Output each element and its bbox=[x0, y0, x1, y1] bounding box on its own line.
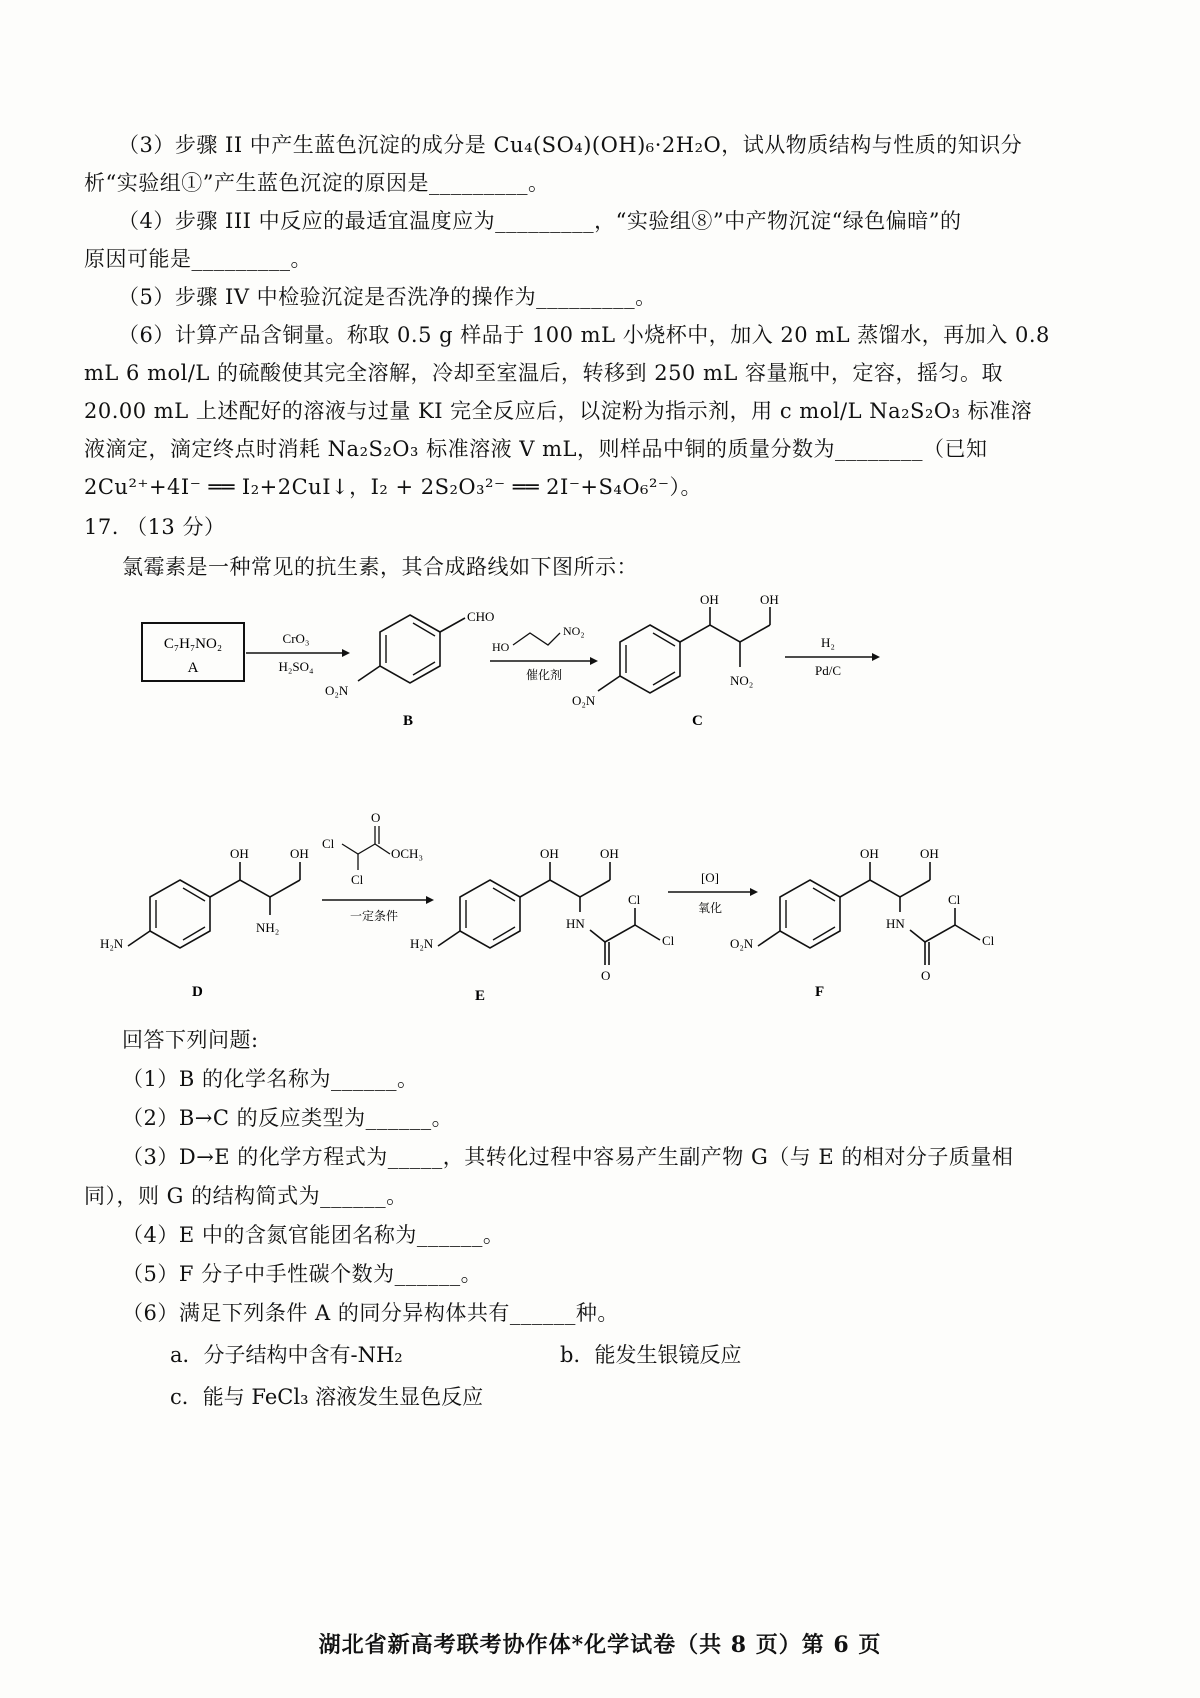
label-f: F bbox=[815, 984, 825, 1000]
reagent-methyl-dichloroacetate bbox=[322, 810, 423, 887]
label-c: C bbox=[692, 713, 703, 729]
e-hn-group: HN bbox=[566, 916, 585, 931]
q16-part5: （5）步骤 IV 中检验沉淀是否洗净的操作为_________。 bbox=[118, 285, 657, 309]
arrow-head-e-to-f bbox=[750, 888, 758, 896]
molecule-f bbox=[730, 846, 995, 983]
molecule-e bbox=[410, 846, 675, 983]
q16-part6-line1: （6）计算产品含铜量。称取 0.5 g 样品于 100 mL 小烧杯中，加入 20 mL 蒸馏水，再加入 0.8 bbox=[118, 323, 1050, 347]
e-oh-2: OH bbox=[600, 846, 619, 861]
condition-a: a．分子结构中含有-NH₂ bbox=[170, 1343, 403, 1367]
arrow-head-d-to-e bbox=[426, 896, 434, 904]
reagent-och3: OCH₃ bbox=[391, 846, 423, 861]
reagent-o: O bbox=[371, 810, 381, 825]
q16-part4-line2: 原因可能是_________。 bbox=[84, 247, 312, 271]
reagent-h2so4: H₂SO₄ bbox=[278, 659, 314, 674]
reagent-h2: H₂ bbox=[821, 635, 835, 650]
q17-question-6: （6）满足下列条件 A 的同分异构体共有______种。 bbox=[122, 1301, 619, 1325]
molecule-c bbox=[572, 592, 779, 708]
c-oh-2: OH bbox=[760, 592, 779, 607]
d-oh-2: OH bbox=[290, 846, 309, 861]
reagent-pdc: Pd/C bbox=[814, 663, 842, 678]
f-oh-2: OH bbox=[920, 846, 939, 861]
q16-part3-line2: 析“实验组①”产生蓝色沉淀的原因是_________。 bbox=[84, 171, 550, 195]
d-nh2-group: NH₂ bbox=[256, 920, 280, 935]
arrow-head-c-to-d bbox=[872, 653, 880, 661]
label-d: D bbox=[192, 984, 203, 1000]
synthesis-scheme-row2 bbox=[90, 800, 1110, 1010]
q16-part4-line1: （4）步骤 III 中反应的最适宜温度应为_________，“实验组⑧”中产物沉淀“绿色偏暗”的 bbox=[118, 209, 962, 233]
c-o2n-group: O₂N bbox=[572, 693, 596, 708]
b-cho-group: CHO bbox=[467, 609, 495, 624]
q16-part6-line4: 液滴定，滴定终点时消耗 Na₂S₂O₃ 标准溶液 V mL，则样品中铜的质量分数为________（已知 bbox=[84, 437, 988, 461]
arrow-head-a-to-b bbox=[342, 649, 350, 657]
q17-question-3-line2: 同），则 G 的结构简式为______。 bbox=[84, 1184, 408, 1208]
c-oh-1: OH bbox=[700, 592, 719, 607]
c-no2-group: NO₂ bbox=[730, 673, 754, 688]
e-cl-1: Cl bbox=[628, 892, 641, 907]
reagent-conditions: 一定条件 bbox=[349, 909, 399, 923]
d-oh-1: OH bbox=[230, 846, 249, 861]
q17-question-5: （5）F 分子中手性碳个数为______。 bbox=[122, 1262, 483, 1286]
q17-intro: 氯霉素是一种常见的抗生素，其合成路线如下图所示： bbox=[122, 555, 638, 579]
f-hn-group: HN bbox=[886, 916, 905, 931]
compound-a-formula: C₇H₇NO₂ bbox=[163, 636, 223, 652]
reagent-cl-2: Cl bbox=[351, 872, 364, 887]
f-cl-1: Cl bbox=[948, 892, 961, 907]
page-footer: 湖北省新高考联考协作体*化学试卷（共 8 页）第 6 页 bbox=[318, 1632, 882, 1658]
synthesis-scheme-row1 bbox=[120, 585, 1120, 750]
q17-heading: 17. （13 分） bbox=[84, 515, 226, 539]
d-h2n-group: H₂N bbox=[100, 936, 124, 951]
answer-prompt: 回答下列问题: bbox=[122, 1028, 259, 1052]
reagent-catalyst: 催化剂 bbox=[525, 668, 563, 682]
q17-question-1: （1）B 的化学名称为______。 bbox=[122, 1067, 419, 1091]
q16-part6-line3: 20.00 mL 上述配好的溶液与过量 KI 完全反应后，以淀粉为指示剂，用 c mol/L Na₂S₂O₃ 标准溶 bbox=[84, 399, 1033, 423]
condition-b: b．能发生银镜反应 bbox=[560, 1343, 742, 1367]
label-b: B bbox=[403, 713, 414, 729]
label-e: E bbox=[475, 988, 486, 1004]
compound-a-label: A bbox=[187, 660, 199, 676]
q16-part6-line5: 2Cu²⁺+4I⁻ ══ I₂+2CuI↓，I₂ + 2S₂O₃²⁻ ══ 2I⁻+S₄O₆²⁻）。 bbox=[84, 475, 702, 499]
reagent-oxidation: 氧化 bbox=[697, 901, 723, 915]
f-oh-1: OH bbox=[860, 846, 879, 861]
reagent-no2: NO₂ bbox=[563, 624, 585, 638]
arrow-head-b-to-c bbox=[590, 657, 598, 665]
e-cl-2: Cl bbox=[662, 933, 675, 948]
reagent-oxidant: [O] bbox=[700, 870, 720, 885]
q17-question-3-line1: （3）D→E 的化学方程式为_____，其转化过程中容易产生副产物 G（与 E 的相对分子质量相 bbox=[122, 1145, 1014, 1169]
e-h2n-group: H₂N bbox=[410, 936, 434, 951]
f-o-carbonyl: O bbox=[921, 968, 931, 983]
e-o-carbonyl: O bbox=[601, 968, 611, 983]
f-o2n-group: O₂N bbox=[730, 936, 754, 951]
molecule-d bbox=[100, 846, 309, 951]
b-o2n-group: O₂N bbox=[325, 683, 349, 698]
reagent-nitroethanol-chain bbox=[513, 633, 560, 645]
condition-c: c．能与 FeCl₃ 溶液发生显色反应 bbox=[170, 1385, 484, 1409]
reagent-cl-1: Cl bbox=[322, 836, 335, 851]
molecule-b bbox=[325, 609, 494, 698]
q17-question-4: （4）E 中的含氮官能团名称为______。 bbox=[122, 1223, 505, 1247]
reagent-cro3: CrO₃ bbox=[282, 631, 310, 646]
q16-part6-line2: mL 6 mol/L 的硫酸使其完全溶解，冷却至室温后，转移到 250 mL 容量瓶中，定容，摇匀。取 bbox=[84, 361, 1004, 385]
reagent-ho: HO bbox=[492, 640, 510, 654]
q16-part3-line1: （3）步骤 II 中产生蓝色沉淀的成分是 Cu₄(SO₄)(OH)₆·2H₂O，试从物质结构与性质的知识分 bbox=[118, 133, 1023, 157]
q17-question-2: （2）B→C 的反应类型为______。 bbox=[122, 1106, 454, 1130]
e-oh-1: OH bbox=[540, 846, 559, 861]
f-cl-2: Cl bbox=[982, 933, 995, 948]
